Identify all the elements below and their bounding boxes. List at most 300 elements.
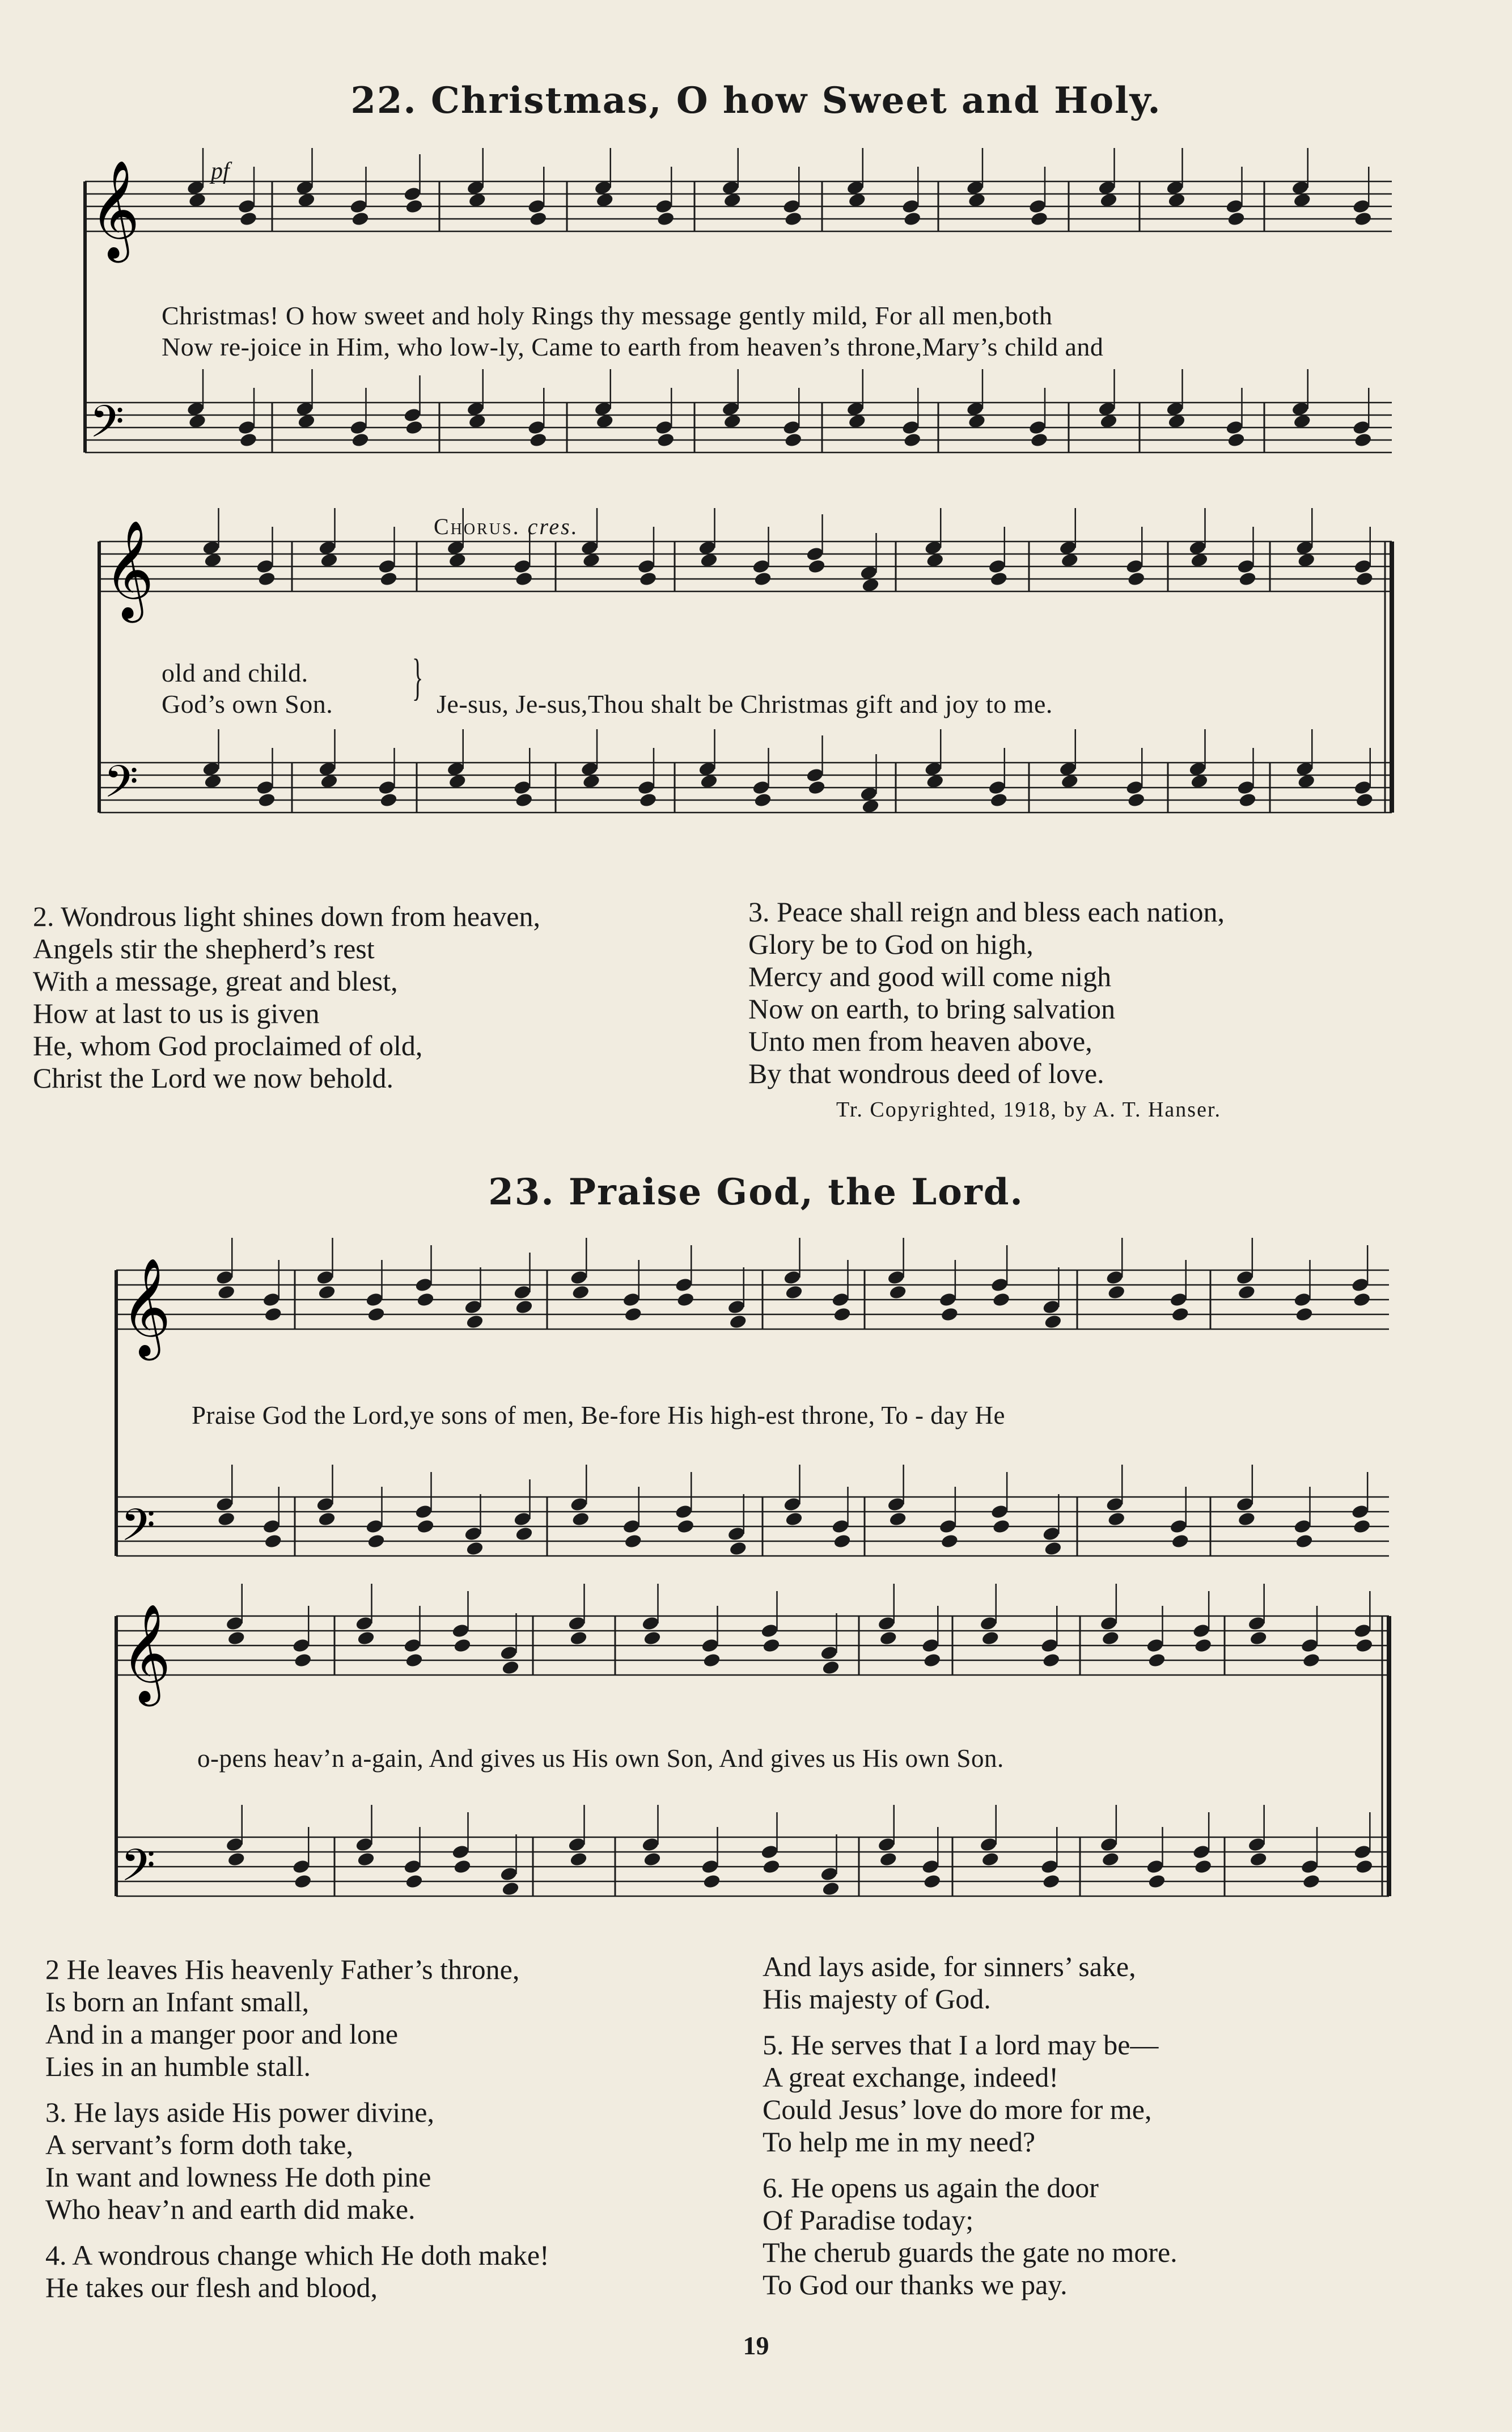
- note-head: [349, 198, 368, 214]
- note-head: [349, 420, 368, 435]
- note-head: [416, 1519, 435, 1534]
- note-head: [702, 1873, 721, 1889]
- note-head: [784, 432, 803, 448]
- verse-line: Now on earth, to bring salvation: [748, 993, 1116, 1025]
- page-number: 19: [743, 2331, 769, 2360]
- note-head: [1295, 1306, 1314, 1322]
- verse-line: How at last to us is given: [33, 997, 320, 1029]
- verse-line: By that wondrous deed of love.: [748, 1058, 1104, 1089]
- hymn-22-title: 22. Christmas, O how Sweet and Holy.: [350, 79, 1162, 122]
- note-head: [405, 420, 423, 435]
- note-head: [513, 780, 532, 796]
- verse-line: His majesty of God.: [763, 1983, 991, 2015]
- note-head: [701, 1859, 719, 1875]
- note-head: [294, 1652, 312, 1668]
- note-head: [357, 1630, 375, 1646]
- stanza: [763, 1951, 1178, 2015]
- note-head: [877, 1837, 896, 1852]
- chorus-label: Chorus. cres.: [434, 514, 579, 539]
- bass-clef: 𝄢: [90, 396, 125, 459]
- note-head: [527, 198, 546, 214]
- note-head: [1300, 1859, 1319, 1875]
- note-head: [464, 1526, 482, 1542]
- treble-clef: 𝄞: [104, 520, 154, 619]
- note-head: [887, 1496, 905, 1512]
- note-head: [1293, 1519, 1312, 1534]
- note-head: [316, 1270, 334, 1285]
- note-head: [464, 1299, 482, 1315]
- note-head: [465, 1541, 484, 1557]
- note-head: [1171, 1306, 1189, 1322]
- verse-line: With a message, great and blest,: [33, 965, 398, 997]
- note-head: [783, 1496, 802, 1512]
- note-head: [294, 1873, 312, 1889]
- note-head: [1352, 420, 1371, 435]
- note-head: [888, 1511, 907, 1527]
- note-head: [1192, 1623, 1211, 1639]
- note-head: [1030, 432, 1048, 448]
- note-head: [515, 1526, 533, 1542]
- note-head: [1236, 559, 1255, 574]
- note-head: [1249, 1630, 1268, 1646]
- note-head: [831, 1519, 850, 1534]
- note-head: [215, 1496, 234, 1512]
- note-head: [637, 780, 655, 796]
- verse-line: 4. A wondrous change which He doth make!: [45, 2239, 549, 2271]
- note-head: [351, 211, 370, 227]
- note-head: [217, 1284, 236, 1300]
- hymn-22-lyrics-line-4: God’s own Son.: [162, 690, 333, 718]
- verse-line: The cherub guards the gate no more.: [763, 2236, 1178, 2268]
- note-head: [992, 1519, 1011, 1534]
- note-head: [570, 1496, 588, 1512]
- note-head: [1225, 420, 1244, 435]
- verse-line: Unto men from heaven above,: [748, 1025, 1092, 1057]
- note-head: [215, 1270, 234, 1285]
- note-head: [515, 571, 533, 587]
- note-head: [1044, 1314, 1062, 1330]
- note-head: [453, 1638, 472, 1653]
- verse-line: To God our thanks we pay.: [763, 2269, 1068, 2300]
- note-head: [888, 1284, 907, 1300]
- note-head: [1300, 1638, 1319, 1653]
- note-head: [403, 407, 422, 423]
- note-head: [1302, 1652, 1320, 1668]
- note-head: [807, 780, 826, 796]
- note-head: [879, 1630, 897, 1646]
- note-head: [641, 1837, 660, 1852]
- note-head: [357, 1851, 375, 1867]
- note-head: [1099, 1837, 1118, 1852]
- note-head: [1249, 1851, 1268, 1867]
- note-head: [624, 1306, 642, 1322]
- stanza: [763, 2029, 1178, 2158]
- note-head: [760, 1623, 779, 1639]
- note-head: [901, 420, 920, 435]
- note-head: [264, 1306, 282, 1322]
- note-head: [921, 1859, 940, 1875]
- verse-line: He takes our flesh and blood,: [45, 2272, 378, 2303]
- note-head: [529, 211, 548, 227]
- note-head: [1192, 1844, 1211, 1860]
- verse-line: Of Paradise today;: [763, 2204, 974, 2236]
- bass-clef: 𝄢: [121, 1840, 156, 1902]
- note-head: [981, 1630, 999, 1646]
- note-head: [752, 780, 770, 796]
- note-head: [940, 1306, 959, 1322]
- note-head: [1147, 1652, 1166, 1668]
- note-head: [821, 1660, 840, 1676]
- note-head: [979, 1837, 998, 1852]
- note-head: [989, 792, 1008, 808]
- note-head: [762, 1859, 781, 1875]
- note-head: [416, 1292, 435, 1308]
- note-head: [1042, 1299, 1061, 1315]
- note-head: [257, 571, 276, 587]
- note-head: [365, 1292, 384, 1308]
- note-head: [570, 1270, 588, 1285]
- note-head: [264, 1533, 282, 1549]
- note-head: [638, 571, 657, 587]
- verse-line: In want and lowness He doth pine: [45, 2161, 431, 2193]
- note-head: [499, 1645, 518, 1661]
- verse-line: 3. He lays aside His power divine,: [45, 2096, 434, 2128]
- note-head: [990, 1277, 1009, 1293]
- note-head: [940, 1533, 959, 1549]
- note-head: [379, 571, 398, 587]
- note-head: [923, 1652, 942, 1668]
- note-head: [1194, 1859, 1213, 1875]
- note-head: [877, 1615, 896, 1631]
- note-head: [979, 1615, 998, 1631]
- note-head: [820, 1866, 838, 1882]
- verse-line: A servant’s form doth take,: [45, 2129, 353, 2160]
- stanza: [45, 2096, 549, 2226]
- note-head: [1355, 1859, 1374, 1875]
- note-head: [465, 1314, 484, 1330]
- note-head: [643, 1851, 662, 1867]
- note-head: [624, 1533, 642, 1549]
- note-head: [676, 1292, 695, 1308]
- note-head: [1028, 198, 1047, 214]
- note-head: [1353, 1623, 1372, 1639]
- note-head: [1125, 559, 1144, 574]
- note-head: [513, 1284, 532, 1300]
- note-head: [1355, 571, 1374, 587]
- note-head: [806, 767, 824, 783]
- note-head: [990, 1504, 1009, 1520]
- note-head: [1106, 1270, 1124, 1285]
- note-head: [820, 1645, 838, 1661]
- note-head: [1227, 432, 1246, 448]
- note-head: [367, 1306, 386, 1322]
- hymn-22-lyrics-line-1: Christmas! O how sweet and holy Rings thy message gently mild, For all men,both: [162, 301, 1053, 330]
- stanza: [763, 2172, 1178, 2301]
- note-head: [622, 1292, 641, 1308]
- note-head: [1042, 1652, 1061, 1668]
- verse-line: 6. He opens us again the door: [763, 2172, 1099, 2203]
- note-head: [753, 792, 772, 808]
- note-head: [637, 559, 655, 574]
- note-head: [1042, 1873, 1061, 1889]
- note-head: [833, 1306, 852, 1322]
- note-head: [1125, 780, 1144, 796]
- note-head: [227, 1851, 245, 1867]
- note-head: [378, 559, 396, 574]
- note-head: [367, 1533, 386, 1549]
- note-head: [753, 571, 772, 587]
- note-head: [1227, 211, 1246, 227]
- note-head: [217, 1511, 236, 1527]
- note-head: [921, 1638, 940, 1653]
- note-head: [257, 792, 276, 808]
- note-head: [643, 1630, 662, 1646]
- note-head: [727, 1299, 746, 1315]
- note-head: [887, 1270, 905, 1285]
- note-head: [655, 198, 674, 214]
- note-head: [1042, 1526, 1061, 1542]
- verse-line: 3. Peace shall reign and bless each nation,: [748, 896, 1225, 928]
- note-head: [752, 559, 770, 574]
- verse-line: To help me in my need?: [763, 2126, 1036, 2158]
- note-head: [655, 420, 674, 435]
- chorus-dynamic: cres.: [527, 514, 579, 539]
- hymn-22-lyrics-line-2: Now re-joice in Him, who low-ly, Came to earth from heaven’s throne,Mary’s child and: [162, 332, 1104, 361]
- note-head: [782, 420, 801, 435]
- verse-line: Lies in an humble stall.: [45, 2050, 311, 2082]
- hymn-23-verses-right: [763, 1951, 1178, 2315]
- note-head: [569, 1851, 588, 1867]
- note-head: [831, 1292, 850, 1308]
- note-head: [806, 546, 824, 562]
- verse-line: Christ the Lord we now behold.: [33, 1062, 394, 1094]
- note-head: [702, 1652, 721, 1668]
- hymn-22-verse-3: [748, 896, 1225, 1090]
- note-head: [501, 1881, 520, 1897]
- hymn-22-lyrics-line-3: old and child.: [162, 658, 308, 687]
- note-head: [1353, 1519, 1371, 1534]
- note-head: [1247, 1615, 1266, 1631]
- verse-line: Glory be to God on high,: [748, 928, 1034, 960]
- note-head: [1238, 571, 1257, 587]
- note-head: [675, 1277, 693, 1293]
- note-head: [729, 1541, 747, 1557]
- note-head: [1127, 792, 1146, 808]
- note-head: [701, 1638, 719, 1653]
- note-head: [784, 211, 803, 227]
- note-head: [675, 1504, 693, 1520]
- note-head: [1238, 792, 1257, 808]
- note-head: [1028, 420, 1047, 435]
- treble-clef: 𝄞: [121, 1258, 171, 1356]
- note-head: [1030, 211, 1048, 227]
- note-head: [903, 432, 922, 448]
- note-head: [355, 1837, 374, 1852]
- note-head: [365, 1519, 384, 1534]
- note-head: [567, 1837, 586, 1852]
- note-head: [622, 1519, 641, 1534]
- note-head: [729, 1314, 747, 1330]
- note-head: [641, 1615, 660, 1631]
- note-head: [529, 432, 548, 448]
- note-head: [1236, 780, 1255, 796]
- bass-clef: 𝄢: [121, 1500, 156, 1562]
- note-head: [1040, 1859, 1059, 1875]
- note-head: [379, 792, 398, 808]
- verse-line: He, whom God proclaimed of old,: [33, 1030, 423, 1061]
- note-head: [1352, 198, 1371, 214]
- note-head: [785, 1284, 803, 1300]
- note-head: [988, 780, 1006, 796]
- hymn-22-verse-2: [33, 900, 540, 1094]
- note-head: [1351, 1504, 1370, 1520]
- verse-line: 5. He serves that I a lord may be—: [763, 2029, 1159, 2061]
- note-head: [1353, 1292, 1371, 1308]
- note-head: [762, 1638, 781, 1653]
- note-head: [403, 1859, 422, 1875]
- hymn-23-verses-left: [45, 1953, 549, 2317]
- note-head: [1099, 1615, 1118, 1631]
- note-head: [1044, 1541, 1062, 1557]
- note-head: [1194, 1638, 1213, 1653]
- note-head: [903, 211, 922, 227]
- note-head: [239, 432, 257, 448]
- note-head: [515, 1299, 533, 1315]
- verse-line: Mercy and good will come nigh: [748, 961, 1112, 992]
- hymn-23-title: 23. Praise God, the Lord.: [488, 1171, 1024, 1213]
- hymn-23-lyrics-line-1: Praise God the Lord,ye sons of men, Be-fore His high-est throne, To - day He: [192, 1401, 1005, 1429]
- note-head: [355, 1615, 374, 1631]
- note-head: [760, 1844, 779, 1860]
- note-head: [1147, 1873, 1166, 1889]
- note-head: [938, 1292, 957, 1308]
- note-head: [227, 1630, 245, 1646]
- note-head: [879, 1851, 897, 1867]
- lyrics-brace: }: [412, 649, 423, 705]
- note-head: [1127, 571, 1146, 587]
- note-head: [1237, 1284, 1256, 1300]
- note-head: [1235, 1270, 1254, 1285]
- note-head: [256, 780, 274, 796]
- verse-line: And lays aside, for sinners’ sake,: [763, 1951, 1136, 1982]
- note-head: [1169, 1292, 1188, 1308]
- verse-line: Angels stir the shepherd’s rest: [33, 933, 375, 965]
- note-head: [225, 1837, 244, 1852]
- treble-clef: 𝄞: [121, 1604, 171, 1702]
- note-head: [317, 1284, 336, 1300]
- note-head: [239, 211, 257, 227]
- note-head: [727, 1526, 746, 1542]
- note-head: [403, 1638, 422, 1653]
- note-head: [785, 1511, 803, 1527]
- note-head: [317, 1511, 336, 1527]
- note-head: [657, 211, 675, 227]
- note-head: [1355, 1638, 1374, 1653]
- note-head: [657, 432, 675, 448]
- note-head: [378, 780, 396, 796]
- stanza: [45, 2239, 549, 2304]
- verse-line: Is born an Infant small,: [45, 1986, 310, 2017]
- note-head: [451, 1844, 470, 1860]
- note-head: [405, 198, 423, 214]
- note-head: [1146, 1638, 1164, 1653]
- note-head: [821, 1881, 840, 1897]
- note-head: [1353, 1844, 1372, 1860]
- note-head: [1295, 1533, 1314, 1549]
- note-head: [1101, 1630, 1120, 1646]
- stanza: [45, 1953, 549, 2083]
- note-head: [405, 1652, 423, 1668]
- note-head: [938, 1519, 957, 1534]
- verse-line: And in a manger poor and lone: [45, 2018, 399, 2050]
- note-head: [567, 1615, 586, 1631]
- note-head: [1171, 1533, 1189, 1549]
- note-head: [501, 1660, 520, 1676]
- note-head: [1107, 1284, 1126, 1300]
- note-head: [1302, 1873, 1320, 1889]
- note-head: [262, 1292, 281, 1308]
- note-head: [923, 1873, 942, 1889]
- note-head: [262, 1519, 281, 1534]
- note-head: [571, 1284, 590, 1300]
- note-head: [1235, 1496, 1254, 1512]
- note-head: [237, 420, 256, 435]
- note-head: [1353, 780, 1372, 796]
- note-head: [453, 1859, 472, 1875]
- note-head: [451, 1623, 470, 1639]
- note-head: [1353, 559, 1372, 574]
- note-head: [807, 559, 826, 574]
- note-head: [676, 1519, 695, 1534]
- dynamic-marking: pf: [211, 158, 230, 184]
- note-head: [513, 1511, 532, 1527]
- note-head: [1225, 198, 1244, 214]
- note-head: [351, 432, 370, 448]
- note-head: [1040, 1638, 1059, 1653]
- hymn-22-chorus-lyrics: Je-sus, Je-sus,Thou shalt be Christmas gift and joy to me.: [437, 690, 1053, 718]
- note-head: [569, 1630, 588, 1646]
- note-head: [1237, 1511, 1256, 1527]
- note-head: [1106, 1496, 1124, 1512]
- note-head: [571, 1511, 590, 1527]
- note-head: [1107, 1511, 1126, 1527]
- note-head: [638, 792, 657, 808]
- note-head: [981, 1851, 999, 1867]
- bass-clef: 𝄢: [104, 756, 139, 819]
- note-head: [1354, 432, 1373, 448]
- note-head: [414, 1504, 433, 1520]
- note-head: [1101, 1851, 1120, 1867]
- treble-clef: 𝄞: [90, 160, 140, 259]
- note-head: [992, 1292, 1011, 1308]
- note-head: [316, 1496, 334, 1512]
- note-head: [414, 1277, 433, 1293]
- note-head: [1293, 1292, 1312, 1308]
- note-head: [292, 1638, 311, 1653]
- note-head: [901, 198, 920, 214]
- verse-line: 2. Wondrous light shines down from heaven,: [33, 900, 540, 932]
- note-head: [256, 559, 274, 574]
- note-head: [988, 559, 1006, 574]
- verse-line: A great exchange, indeed!: [763, 2061, 1058, 2093]
- note-head: [237, 198, 256, 214]
- verse-line: Could Jesus’ love do more for me,: [763, 2093, 1152, 2125]
- note-head: [989, 571, 1008, 587]
- copyright-notice: Tr. Copyrighted, 1918, by A. T. Hanser.: [836, 1098, 1221, 1122]
- note-head: [1169, 1519, 1188, 1534]
- note-head: [1247, 1837, 1266, 1852]
- note-head: [499, 1866, 518, 1882]
